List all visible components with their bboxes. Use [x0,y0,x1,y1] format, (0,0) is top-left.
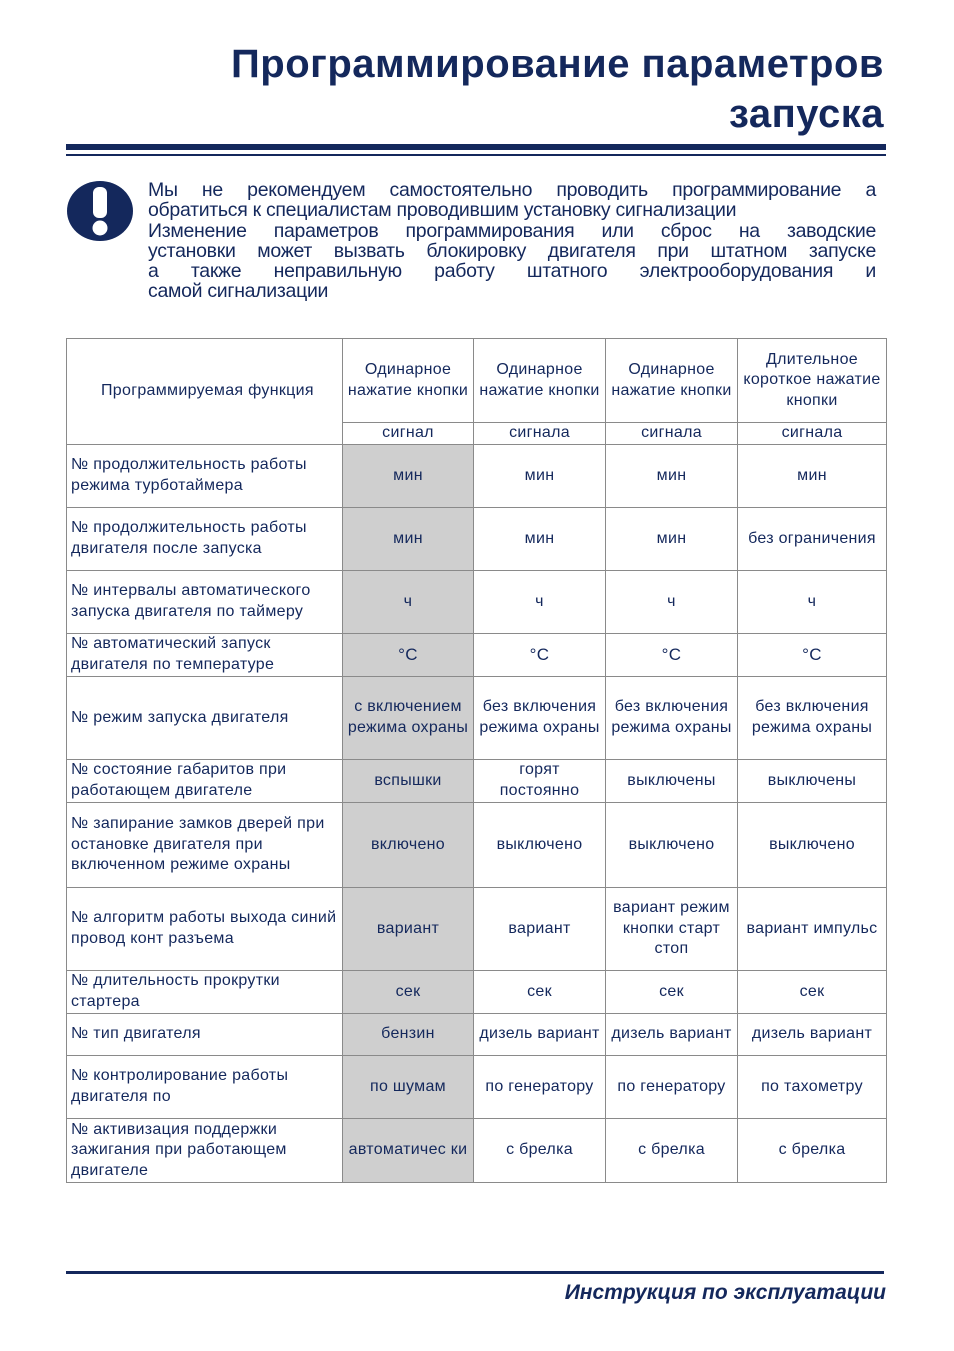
header-column-3: Одинарное нажатие кнопки [606,339,738,423]
title-rule-thick [66,144,886,150]
row-function: № запирание замков дверей при остановке двигателя при включенном режиме охраны [67,803,343,888]
row-function: № активизация поддержки зажигания при работающем двигателе [67,1119,343,1183]
row-value: дизель вариант [738,1014,887,1056]
header-sub-1: сигнал [343,423,474,445]
row-function: № тип двигателя [67,1014,343,1056]
header-function [67,339,343,445]
exclamation-circle-icon [66,180,134,242]
row-value: с брелка [738,1119,887,1183]
table-row [67,888,887,971]
footer-text: Инструкция по эксплуатации [564,1281,886,1304]
row-value: по шумам [343,1056,474,1119]
row-value: бензин [343,1014,474,1056]
row-value: выключены [738,760,887,803]
row-value: с включением режима охраны [343,677,474,760]
row-value: без включения режима охраны [738,677,887,760]
row-value: по генератору [474,1056,606,1119]
page-title-line-1: Программирование параметров [231,42,884,86]
row-value: мин [474,445,606,508]
table-row [67,445,887,508]
table-row [67,971,887,1014]
row-value: сек [343,971,474,1014]
row-function: № контролирование работы двигателя по [67,1056,343,1119]
row-function: № продолжительность работы режима турботаймера [67,445,343,508]
row-function: № алгоритм работы выхода синий провод конт разъема [67,888,343,971]
header-column-1: Одинарное нажатие кнопки [343,339,474,423]
row-value: выключено [738,803,887,888]
row-function: № режим запуска двигателя [67,677,343,760]
table-row [67,677,887,760]
row-value: мин [606,445,738,508]
row-value: выключено [474,803,606,888]
table-header-row [67,339,887,423]
table-row [67,803,887,888]
row-value: без включения режима охраны [606,677,738,760]
footer-rule [66,1271,884,1274]
table-row [67,1056,887,1119]
row-value: °C [738,634,887,677]
table-row [67,508,887,571]
row-value: включено [343,803,474,888]
row-value: выключено [606,803,738,888]
row-function: № интервалы автоматического запуска двигателя по таймеру [67,571,343,634]
row-value: °C [474,634,606,677]
title-rule-thin [66,154,886,156]
row-value: выключены [606,760,738,803]
warning-line: Изменение параметров программирования или сброс на заводские [148,219,876,242]
row-value: мин [474,508,606,571]
row-value: автоматичес ки [343,1119,474,1183]
row-value: сек [474,971,606,1014]
table-row [67,760,887,803]
header-column-2: Одинарное нажатие кнопки [474,339,606,423]
row-value: без ограничения [738,508,887,571]
warning-line: установки может вызвать блокировку двигателя при штатном запуске [148,239,876,262]
row-value: мин [738,445,887,508]
header-function-label: Программируемая функция [101,382,314,400]
row-value: °C [343,634,474,677]
table-row [67,571,887,634]
row-value: мин [343,445,474,508]
row-value: с брелка [474,1119,606,1183]
row-value: мин [343,508,474,571]
row-value: ч [343,571,474,634]
header-sub-4: сигнала [738,423,887,445]
row-value: с брелка [606,1119,738,1183]
row-value: вспышки [343,760,474,803]
row-value: ч [738,571,887,634]
parameters-table [66,338,887,1183]
row-value: ч [606,571,738,634]
row-value: по генератору [606,1056,738,1119]
row-value: вариант режим кнопки старт стоп [606,888,738,971]
table-row [67,634,887,677]
row-value: сек [606,971,738,1014]
warning-line: самой сигнализации [148,280,329,303]
header-sub-3: сигнала [606,423,738,445]
row-value: ч [474,571,606,634]
row-function: № автоматический запуск двигателя по температуре [67,634,343,677]
row-value: дизель вариант [606,1014,738,1056]
row-value: °C [606,634,738,677]
warning-line: Мы не рекомендуем самостоятельно проводить программирование а [148,179,876,201]
row-function: № состояние габаритов при работающем двигателе [67,760,343,803]
header-sub-2: сигнала [474,423,606,445]
row-value: вариант [343,888,474,971]
row-function: № длительность прокрутки стартера [67,971,343,1014]
row-value: по тахометру [738,1056,887,1119]
row-value: мин [606,508,738,571]
row-value: вариант [474,888,606,971]
warning-text [148,180,876,302]
row-value: сек [738,971,887,1014]
row-value: вариант импульс [738,888,887,971]
row-value: без включения режима охраны [474,677,606,760]
warning-line: а также неправильную работу штатного электрооборудования и [148,260,876,283]
table-row [67,1119,887,1183]
table-row [67,1014,887,1056]
row-value: дизель вариант [474,1014,606,1056]
row-value: горят постоянно [474,760,606,803]
warning-line: обратиться к специалистам проводившим установку сигнализации [148,199,737,222]
row-function: № продолжительность работы двигателя после запуска [67,508,343,571]
page-title-line-2: запуска [728,92,884,136]
header-column-4: Длительное короткое нажатие кнопки [738,339,887,423]
